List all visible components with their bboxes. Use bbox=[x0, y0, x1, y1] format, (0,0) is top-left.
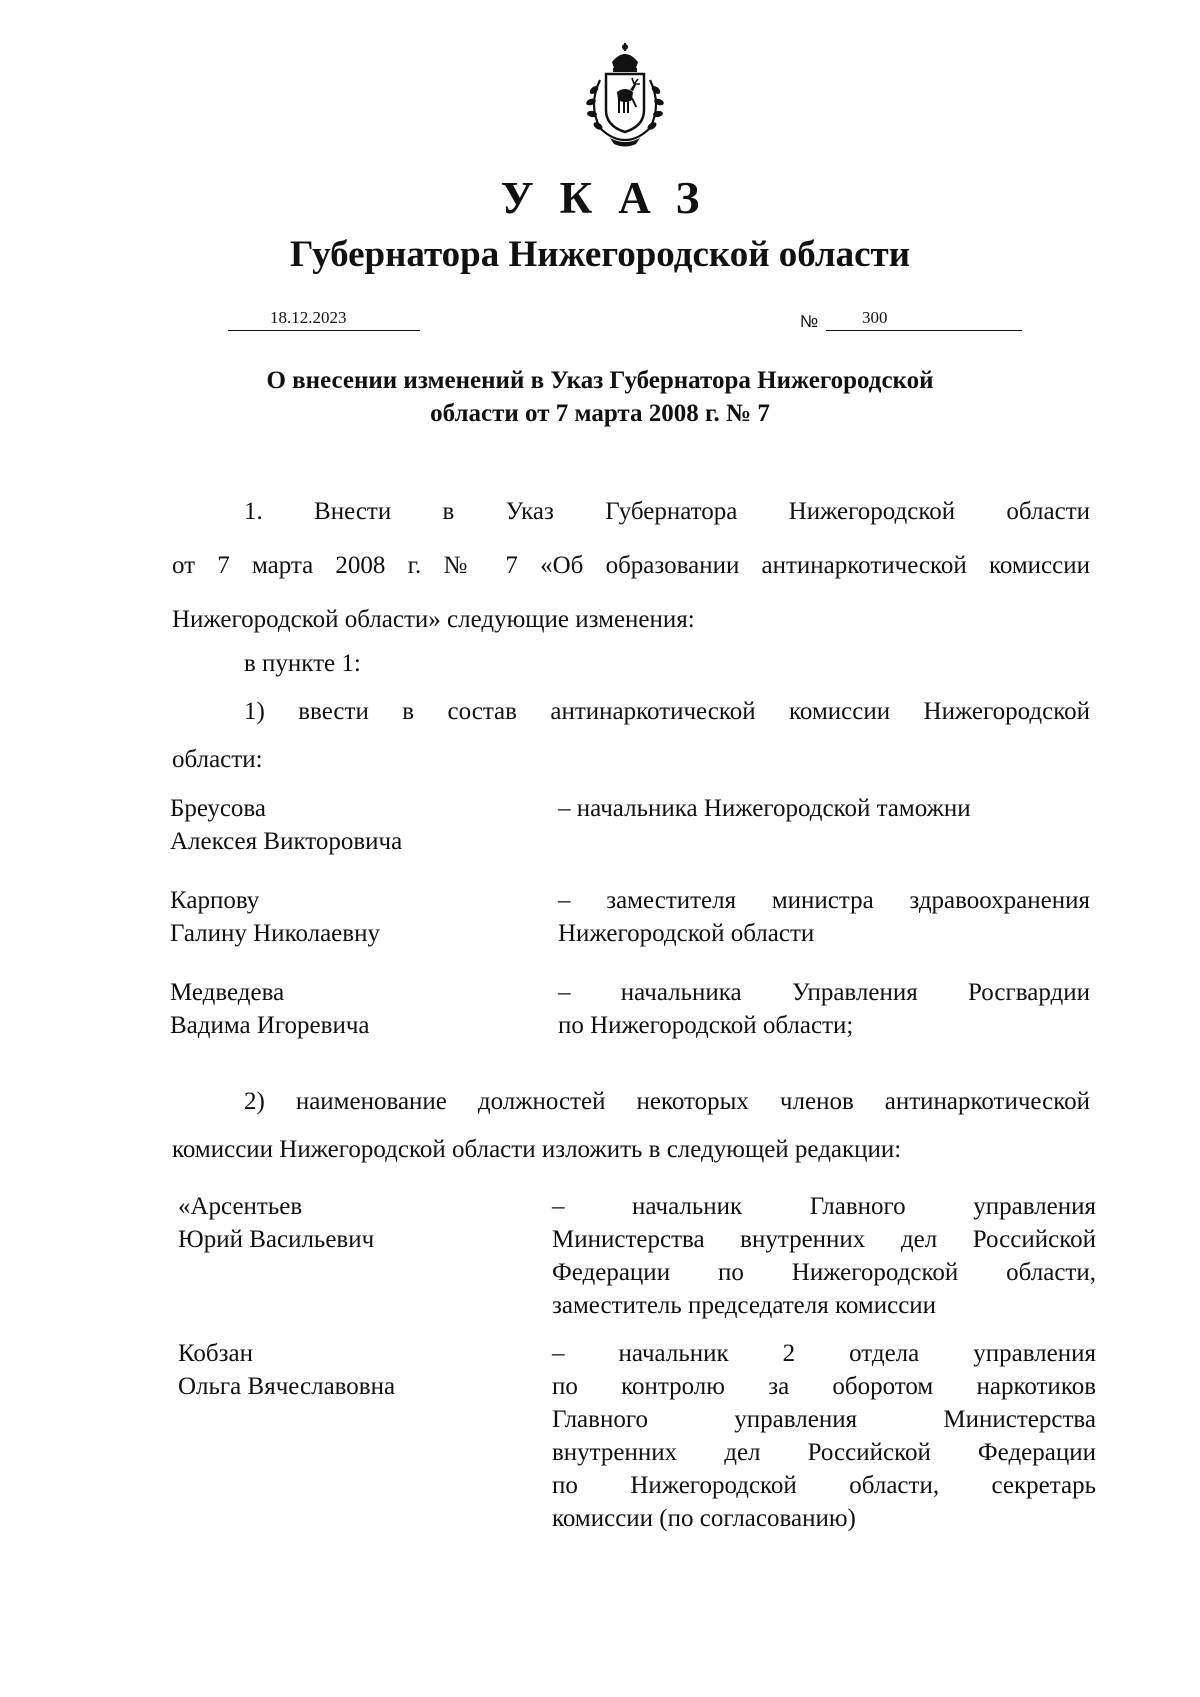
position-line: по Нижегородской области; bbox=[558, 1012, 854, 1039]
position-line: по контролю за оборотом наркотиков bbox=[552, 1373, 1096, 1400]
position-line: по Нижегородской области, секретарь bbox=[552, 1472, 1096, 1499]
position-line: комиссии (по согласованию) bbox=[552, 1505, 856, 1532]
position-line: Главного управления Министерства bbox=[552, 1406, 1096, 1433]
position-line: – заместителя министра здравоохранения bbox=[558, 887, 1090, 914]
position-line: – начальник 2 отдела управления bbox=[552, 1340, 1096, 1367]
position-line: – начальник Главного управления bbox=[552, 1193, 1096, 1220]
paragraph-line: 1. Внести в Указ Губернатора Нижегородской области bbox=[244, 498, 1090, 525]
paragraph-line: комиссии Нижегородской области изложить в следующей редакции: bbox=[172, 1136, 902, 1163]
item-intro: в пункте 1: bbox=[244, 650, 361, 677]
member-position bbox=[552, 1337, 1096, 1535]
member-position bbox=[558, 792, 1090, 825]
paragraph-line: Нижегородской области» следующие изменения: bbox=[172, 606, 695, 633]
member-surname: Карпову bbox=[170, 887, 260, 914]
member-given-name: Галину Николаевну bbox=[170, 920, 380, 947]
position-line: заместитель председателя комиссии bbox=[552, 1292, 937, 1319]
member-position bbox=[552, 1190, 1096, 1322]
member-given-name: Вадима Игоревича bbox=[170, 1012, 370, 1039]
member-given-name: Ольга Вячеславовна bbox=[178, 1373, 396, 1400]
position-line: – начальника Управления Росгвардии bbox=[558, 979, 1090, 1006]
member-surname: Кобзан bbox=[178, 1340, 253, 1367]
member-surname: Бреусова bbox=[170, 795, 266, 822]
member-name bbox=[170, 976, 370, 1042]
paragraph-line: области: bbox=[172, 746, 263, 773]
member-name bbox=[178, 1337, 395, 1403]
title-line: О внесении изменений в Указ Губернатора Нижегородской bbox=[266, 367, 934, 394]
member-name bbox=[178, 1190, 374, 1256]
decree-number-field bbox=[826, 308, 1022, 331]
position-line: Нижегородской области bbox=[558, 920, 815, 947]
member-name bbox=[170, 792, 402, 858]
title-line: области от 7 марта 2008 г. № 7 bbox=[430, 400, 770, 427]
decree-title bbox=[0, 364, 1200, 430]
paragraph-line: от 7 марта 2008 г. № 7 «Об образовании антинаркотической комиссии bbox=[172, 552, 1090, 579]
decree-date-field bbox=[228, 308, 420, 331]
issuer-heading: Губернатора Нижегородской области bbox=[289, 234, 911, 275]
decree-number: 300 bbox=[862, 308, 888, 327]
member-name bbox=[170, 884, 380, 950]
decree-date: 18.12.2023 bbox=[270, 308, 347, 327]
member-surname: Медведева bbox=[170, 979, 285, 1006]
paragraph-line: 1) ввести в состав антинаркотической комиссии Нижегородской bbox=[244, 698, 1090, 725]
member-position bbox=[558, 884, 1090, 950]
paragraph-line: 2) наименование должностей некоторых членов антинаркотической bbox=[244, 1088, 1090, 1115]
member-surname: «Арсентьев bbox=[178, 1193, 303, 1220]
position-line: – начальника Нижегородской таможни bbox=[558, 795, 971, 822]
decree-heading: УКАЗ bbox=[500, 173, 726, 223]
coat-of-arms-icon bbox=[570, 40, 680, 150]
member-given-name: Юрий Васильевич bbox=[178, 1226, 375, 1253]
number-sign: № bbox=[800, 312, 819, 331]
position-line: Министерства внутренних дел Российской bbox=[552, 1226, 1096, 1253]
position-line: внутренних дел Российской Федерации bbox=[552, 1439, 1096, 1466]
position-line: Федерации по Нижегородской области, bbox=[552, 1259, 1096, 1286]
member-position bbox=[558, 976, 1090, 1042]
member-given-name: Алексея Викторовича bbox=[170, 828, 403, 855]
